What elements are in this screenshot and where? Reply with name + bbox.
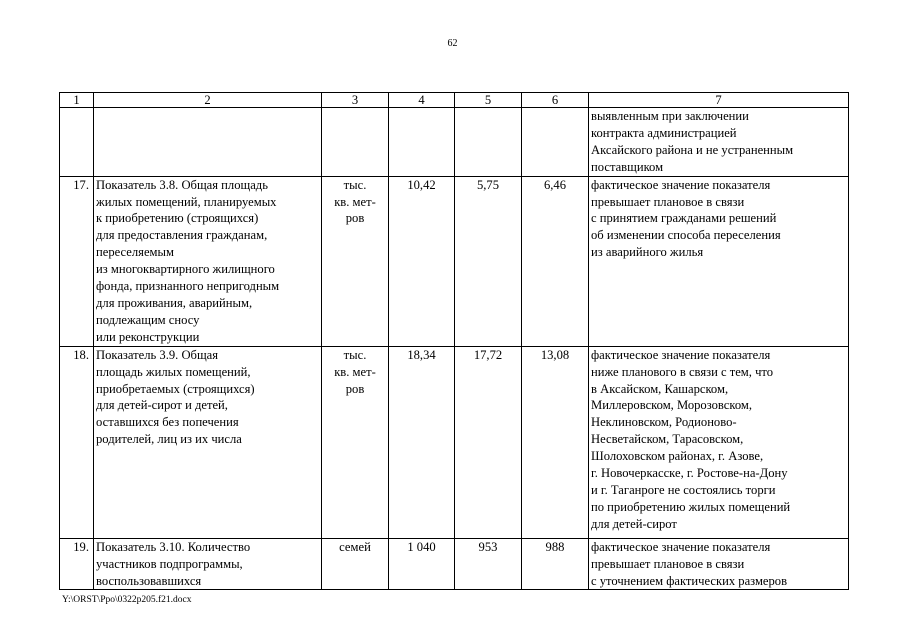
table-row (60, 108, 849, 177)
row-number (60, 108, 94, 177)
value-col-4: 1 040 (389, 538, 455, 590)
value-col-4: 10,42 (389, 176, 455, 346)
indicator-name (94, 108, 322, 177)
header-cell-4: 4 (389, 93, 455, 108)
row-number: 19. (60, 538, 94, 590)
value-col-4 (389, 108, 455, 177)
table-row (60, 176, 849, 346)
header-cell-3: 3 (322, 93, 389, 108)
indicator-name: Показатель 3.9. Общая площадь жилых помещений, приобретаемых (строящихся) для детей-сирот и детей, оставшихся без попечения родителей, лиц из их числа (94, 346, 322, 538)
file-path-footer: Y:\ORST\Ppo\0322p205.f21.docx (62, 595, 192, 605)
value-col-6: 6,46 (522, 176, 589, 346)
row-number: 17. (60, 176, 94, 346)
value-col-6 (522, 108, 589, 177)
indicator-name: Показатель 3.10. Количество участников подпрограммы, воспользовавшихся (94, 538, 322, 590)
comment-cell: фактическое значение показателя ниже планового в связи с тем, что в Аксайском, Кашарском, Миллеровском, Морозовском, Неклиновском, Родионово- Несветайском, Тарасовском, Шолоховском районах, г. Азове, г. Новочеркасске, г. Ростове-на-Дону и г. Таганроге не состоялись торги по приобретению жилых помещений для детей-сирот (589, 346, 849, 538)
indicators-table (59, 92, 849, 590)
comment-cell: фактическое значение показателя превышает плановое в связи с уточнением фактических размеров (589, 538, 849, 590)
value-col-5: 5,75 (455, 176, 522, 346)
table-row (60, 538, 849, 590)
table-row (60, 346, 849, 538)
comment-cell: фактическое значение показателя превышает плановое в связи с принятием гражданами решений об изменении способа переселения из аварийного жилья (589, 176, 849, 346)
unit-cell: тыс. кв. мет- ров (322, 176, 389, 346)
unit-cell: семей (322, 538, 389, 590)
header-cell-5: 5 (455, 93, 522, 108)
header-cell-1: 1 (60, 93, 94, 108)
header-cell-7: 7 (589, 93, 849, 108)
value-col-6: 13,08 (522, 346, 589, 538)
value-col-6: 988 (522, 538, 589, 590)
indicator-name: Показатель 3.8. Общая площадь жилых помещений, планируемых к приобретению (строящихся) для предоставления гражданам, переселяемым из многоквартирного жилищного фонда, признанного непригодным для проживания, аварийным, подлежащим сносу или реконструкции (94, 176, 322, 346)
header-cell-2: 2 (94, 93, 322, 108)
unit-cell: тыс. кв. мет- ров (322, 346, 389, 538)
value-col-5: 17,72 (455, 346, 522, 538)
page-number: 62 (447, 38, 458, 49)
value-col-4: 18,34 (389, 346, 455, 538)
comment-cell: выявленным при заключении контракта администрацией Аксайского района и не устраненным поставщиком (589, 108, 849, 177)
unit-cell (322, 108, 389, 177)
header-cell-6: 6 (522, 93, 589, 108)
row-number: 18. (60, 346, 94, 538)
value-col-5 (455, 108, 522, 177)
table-header-row (60, 93, 849, 108)
value-col-5: 953 (455, 538, 522, 590)
